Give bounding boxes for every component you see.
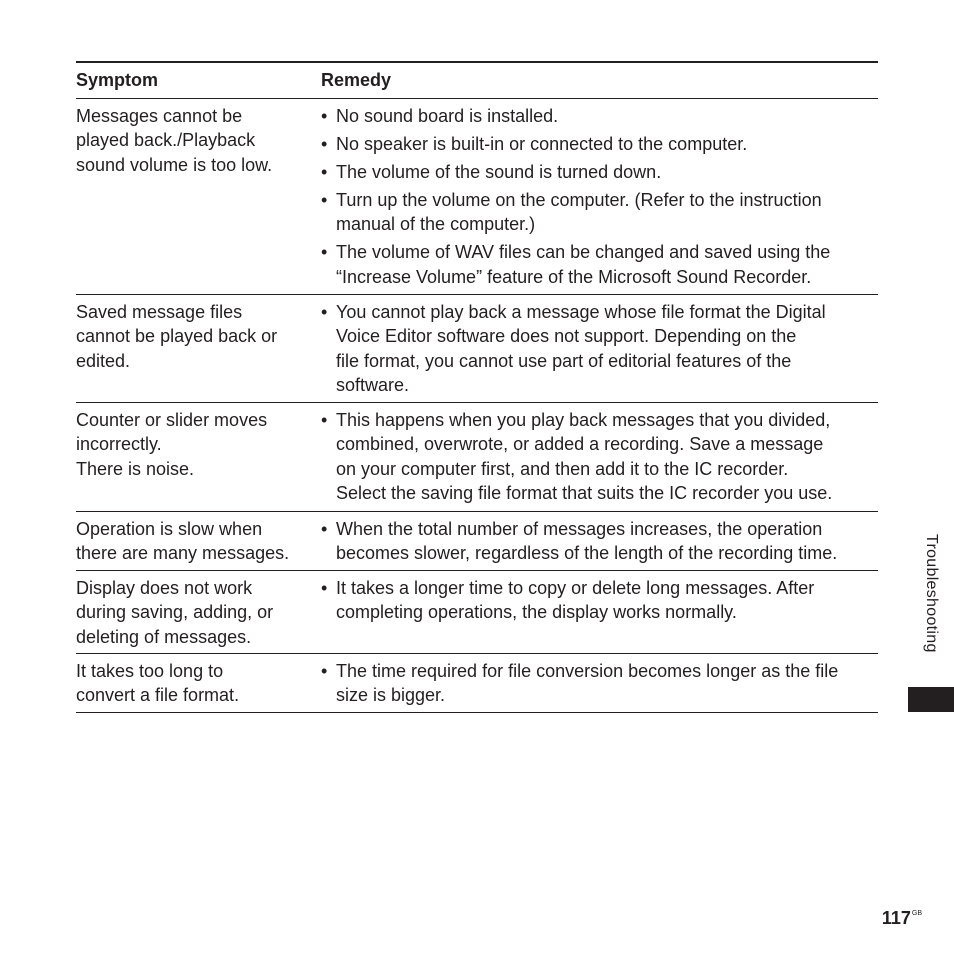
symptom-cell <box>76 403 321 511</box>
bullet-icon: • <box>321 106 328 126</box>
symptom-line: Operation is slow when <box>76 519 263 539</box>
remedy-cell <box>321 571 878 653</box>
bullet-icon: • <box>321 302 328 322</box>
remedy-line: You cannot play back a message whose file format the Digital <box>336 302 826 322</box>
remedy-item <box>321 576 878 625</box>
remedy-line: completing operations, the display works normally. <box>336 602 737 623</box>
symptom-line: convert a file format. <box>76 685 240 706</box>
table-row <box>76 571 878 654</box>
remedy-item <box>321 132 878 156</box>
troubleshooting-table <box>76 61 878 713</box>
symptom-line: deleting of messages. <box>76 626 252 647</box>
symptom-cell <box>76 654 321 712</box>
table-header <box>76 63 878 99</box>
remedy-item <box>321 188 878 237</box>
symptom-line: Saved message files <box>76 302 243 322</box>
remedy-cell <box>321 654 878 712</box>
table-row <box>76 512 878 571</box>
symptom-column-header: Symptom <box>76 70 159 90</box>
bullet-icon: • <box>321 134 328 154</box>
symptom-line: there are many messages. <box>76 543 290 564</box>
remedy-line: Select the saving file format that suits the IC recorder you use. <box>336 483 833 504</box>
remedy-line: It takes a longer time to copy or delete long messages. After <box>336 578 815 598</box>
remedy-line: The volume of the sound is turned down. <box>336 162 662 182</box>
remedy-item <box>321 160 878 184</box>
bullet-icon: • <box>321 190 328 210</box>
symptom-cell <box>76 99 321 294</box>
table-row <box>76 403 878 512</box>
page-region-suffix: GB <box>911 910 922 917</box>
remedy-line: manual of the computer.) <box>336 214 536 235</box>
remedy-item <box>321 240 878 289</box>
remedy-line: The volume of WAV files can be changed and saved using the <box>336 242 831 263</box>
section-tab-marker <box>908 687 954 712</box>
remedy-line: on your computer first, and then add it to the IC recorder. <box>336 458 789 479</box>
symptom-line: incorrectly. <box>76 434 162 455</box>
remedy-line: No speaker is built-in or connected to the computer. <box>336 134 748 154</box>
symptom-line: sound volume is too low. <box>76 154 273 175</box>
bullet-icon: • <box>321 410 328 430</box>
remedy-item <box>321 300 878 398</box>
remedy-line: file format, you cannot use part of editorial features of the <box>336 350 792 371</box>
symptom-line: Counter or slider moves <box>76 410 268 430</box>
symptom-line: There is noise. <box>76 458 195 479</box>
table-row <box>76 295 878 403</box>
remedy-line: “Increase Volume” feature of the Microsoft Sound Recorder. <box>336 266 812 287</box>
bullet-icon: • <box>321 578 328 598</box>
table-row <box>76 99 878 295</box>
bullet-icon: • <box>321 162 328 182</box>
bullet-icon: • <box>321 519 328 539</box>
remedy-line: combined, overwrote, or added a recording. Save a message <box>336 434 824 455</box>
remedy-cell <box>321 512 878 570</box>
section-side-label: Troubleshooting <box>923 534 940 653</box>
remedy-line: software. <box>336 375 410 396</box>
remedy-item <box>321 517 878 566</box>
symptom-line: edited. <box>76 350 131 371</box>
remedy-line: becomes slower, regardless of the length of the recording time. <box>336 543 838 564</box>
table-row <box>76 654 878 713</box>
bullet-icon: • <box>321 661 328 681</box>
symptom-cell <box>76 512 321 570</box>
symptom-line: played back./Playback <box>76 130 256 151</box>
symptom-line: during saving, adding, or <box>76 602 274 623</box>
remedy-line: Turn up the volume on the computer. (Refer to the instruction <box>336 190 822 210</box>
remedy-line: No sound board is installed. <box>336 106 559 126</box>
remedy-line: When the total number of messages increases, the operation <box>336 519 823 539</box>
page-number <box>882 908 922 929</box>
remedy-column-header: Remedy <box>321 70 392 90</box>
symptom-line: Messages cannot be <box>76 106 243 126</box>
remedy-cell <box>321 99 878 294</box>
remedy-cell <box>321 295 878 402</box>
remedy-line: This happens when you play back messages that you divided, <box>336 410 831 430</box>
remedy-line: Voice Editor software does not support. Depending on the <box>336 326 797 347</box>
symptom-line: It takes too long to <box>76 661 224 681</box>
remedy-line: size is bigger. <box>336 685 446 706</box>
remedy-line: The time required for file conversion becomes longer as the file <box>336 661 839 681</box>
symptom-cell <box>76 295 321 402</box>
remedy-item <box>321 104 878 128</box>
symptom-line: Display does not work <box>76 578 253 598</box>
remedy-item <box>321 659 878 708</box>
remedy-item <box>321 408 878 506</box>
remedy-cell <box>321 403 878 511</box>
symptom-cell <box>76 571 321 653</box>
page-number-value: 117 <box>881 908 911 928</box>
bullet-icon: • <box>321 242 328 263</box>
symptom-line: cannot be played back or <box>76 326 278 347</box>
